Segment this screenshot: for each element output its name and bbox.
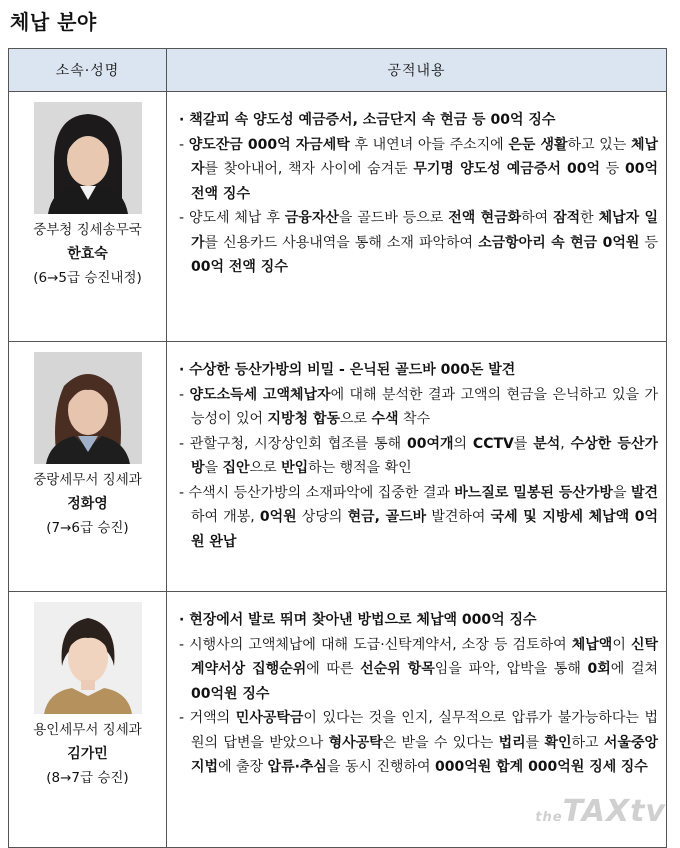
text: 발견하여 — [426, 509, 491, 525]
text: - 수색시 등산가방의 소재파악에 집중한 결과 — [179, 484, 455, 501]
bold-text: CCTV — [472, 435, 514, 452]
text: 하는 행적을 확인 — [308, 460, 412, 476]
achievement-cell — [167, 92, 667, 342]
bold-text: 징수 — [620, 759, 648, 775]
achievement-bullets — [179, 383, 658, 555]
text: 이 있다는 것을 인지, 실무적으로 압류가 불가능하다는 법원의 답변을 받았으나 — [191, 710, 658, 751]
bold-text: 확인 — [544, 734, 572, 751]
person-rank: (7→6급 승진) — [46, 520, 129, 536]
text: 를 — [525, 734, 545, 751]
bold-text: 법리 — [498, 734, 526, 751]
text: 에 대해 분석한 결과 고액의 현금을 은닉하고 있을 가능성이 있어 — [191, 386, 658, 427]
person-name: 정화영 — [67, 496, 108, 512]
table-row — [9, 92, 667, 342]
achievement-bullet — [179, 706, 658, 780]
bold-text: 체납액 — [571, 636, 613, 653]
bold-text: 00억 전액 징수 — [191, 161, 658, 202]
bold-text: 지방청 합동 — [267, 411, 341, 427]
bold-text: 민사공탁금 — [235, 710, 304, 726]
person-name: 한효숙 — [67, 246, 108, 262]
bold-text: 000억원 합계 000억원 징세 — [435, 759, 617, 775]
bold-text: 소금항아리 속 현금 0억원 — [478, 234, 640, 251]
achievement-bullet — [179, 383, 658, 432]
portrait-photo — [34, 602, 142, 714]
text: , — [560, 435, 571, 452]
achievement-headline: · 수상한 등산가방의 비밀 - 은닉된 골드바 000돈 발견 — [179, 362, 516, 378]
text: 한 — [580, 210, 599, 226]
bold-text: 분석 — [533, 435, 561, 452]
text: 으로 — [340, 411, 372, 427]
bold-text: 0회 — [587, 661, 611, 677]
achievement-headline: · 책갈피 속 양도성 예금증서, 소금단지 속 현금 등 00억 징수 — [179, 112, 556, 128]
text: 은 받을 수 있다는 — [382, 734, 499, 751]
person-org: 용인세무서 징세과 — [33, 722, 142, 738]
header-affiliation-name: 소속·성명 — [9, 49, 167, 92]
text: - 양도세 체납 후 — [179, 210, 285, 226]
text: 을 — [612, 484, 631, 501]
achievement-bullet — [179, 206, 658, 280]
text: 을 골드바 등으로 — [338, 210, 449, 226]
achievement-cell — [167, 342, 667, 592]
bold-text: 00여개 — [407, 435, 454, 452]
bold-text: 선순위 항목 — [360, 661, 435, 677]
bold-text: 00억 전액 징수 — [191, 259, 288, 275]
bold-text: 양도잔금 000억 자금세탁 — [188, 136, 350, 153]
text: 으로 — [249, 460, 282, 476]
person-cell — [9, 592, 167, 848]
awards-table — [8, 48, 667, 848]
watermark-small: the — [535, 810, 563, 825]
bold-text: 체납자 — [191, 136, 658, 177]
text: 를 신용카드 사용내역을 통해 소재 파악하여 — [204, 234, 479, 251]
text: 등 — [600, 161, 625, 177]
text: 의 — [453, 435, 473, 452]
person-name: 김가민 — [67, 746, 108, 762]
bold-text: 수색 — [371, 411, 399, 427]
header-achievements: 공적내용 — [167, 49, 667, 92]
bold-text: 집안 — [222, 460, 250, 476]
text: 착수 — [398, 411, 431, 427]
text: 이 — [612, 636, 631, 653]
bold-text: 무기명 양도성 예금증서 00억 — [413, 161, 601, 177]
bold-text: 0억원 — [259, 509, 297, 525]
text: 를 — [513, 435, 534, 452]
text: 후 내연녀 아들 주소지에 — [349, 136, 509, 153]
text: - 시행사의 고액체납에 대해 도급·신탁계약서, 소장 등 검토하여 — [179, 636, 572, 653]
achievement-bullet — [179, 633, 658, 707]
table-row — [9, 342, 667, 592]
bold-text: 현금, 골드바 — [347, 509, 427, 525]
person-rank: (8→7급 승진) — [46, 770, 129, 786]
text: 하여 — [521, 210, 554, 226]
achievement-bullets — [179, 633, 658, 780]
text: 하여 개봉, — [191, 509, 260, 525]
person-org: 중부청 징세송무국 — [33, 222, 142, 238]
bold-text: 형사공탁 — [328, 734, 383, 751]
bold-text: 양도소득세 고액체납자 — [189, 386, 331, 403]
achievement-bullets — [179, 133, 658, 280]
section-title: 체납 분야 — [10, 10, 97, 34]
bold-text: 잠적 — [553, 210, 581, 226]
text: 등 — [639, 234, 658, 251]
text: - 거액의 — [179, 710, 236, 726]
text: 하고 있는 — [567, 136, 631, 153]
text: 상당의 — [296, 509, 348, 525]
text: 를 찾아내어, 책자 사이에 숨겨둔 — [204, 161, 414, 177]
portrait-photo — [34, 352, 142, 464]
bold-text: 바느질로 밀봉된 등산가방 — [454, 484, 613, 501]
text: - — [179, 136, 189, 153]
bold-text: 00억원 징수 — [191, 685, 270, 702]
watermark-logo — [535, 794, 666, 829]
achievement-headline: · 현장에서 발로 뛰며 찾아낸 방법으로 체납액 000억 징수 — [179, 612, 537, 628]
text: - 관할구청, 시장상인회 협조를 통해 — [179, 435, 408, 452]
bold-text: 서울중앙지법 — [191, 734, 658, 775]
achievement-bullet — [179, 133, 658, 207]
text: 을 — [204, 460, 223, 476]
bold-text: 압류·추심 — [267, 759, 327, 775]
text: 에 따른 — [306, 661, 361, 677]
person-rank: (6→5급 승진내정) — [33, 270, 142, 286]
text: 에 걸쳐 — [610, 661, 658, 677]
bold-text: 국세 및 지방세 체납액 0억원 완납 — [191, 509, 658, 550]
bold-text: 은둔 생활 — [508, 136, 568, 153]
text: 임을 파악, 압박을 통해 — [434, 661, 588, 677]
text: 에 출장 — [218, 759, 268, 775]
person-cell — [9, 92, 167, 342]
text: 을 동시 진행하여 — [326, 759, 435, 775]
bold-text: 전액 현금화 — [448, 210, 522, 226]
text: - — [179, 386, 190, 403]
bold-text: 금융자산 — [284, 210, 339, 226]
table-header-row — [9, 49, 667, 92]
bold-text: 발견 — [630, 484, 659, 501]
person-org: 중랑세무서 징세과 — [33, 472, 142, 488]
portrait-photo — [34, 102, 142, 214]
person-cell — [9, 342, 167, 592]
achievement-bullet — [179, 481, 658, 555]
bold-text: 신탁계약서상 집행순위 — [191, 636, 659, 677]
bold-text: 반입 — [281, 460, 309, 476]
achievement-bullet — [179, 432, 658, 481]
bold-text: 체납자 일가 — [191, 210, 658, 251]
bold-text: 수상한 등산가방 — [191, 435, 658, 476]
text: 하고 — [571, 734, 604, 751]
watermark-big: TAXtv — [562, 794, 666, 829]
